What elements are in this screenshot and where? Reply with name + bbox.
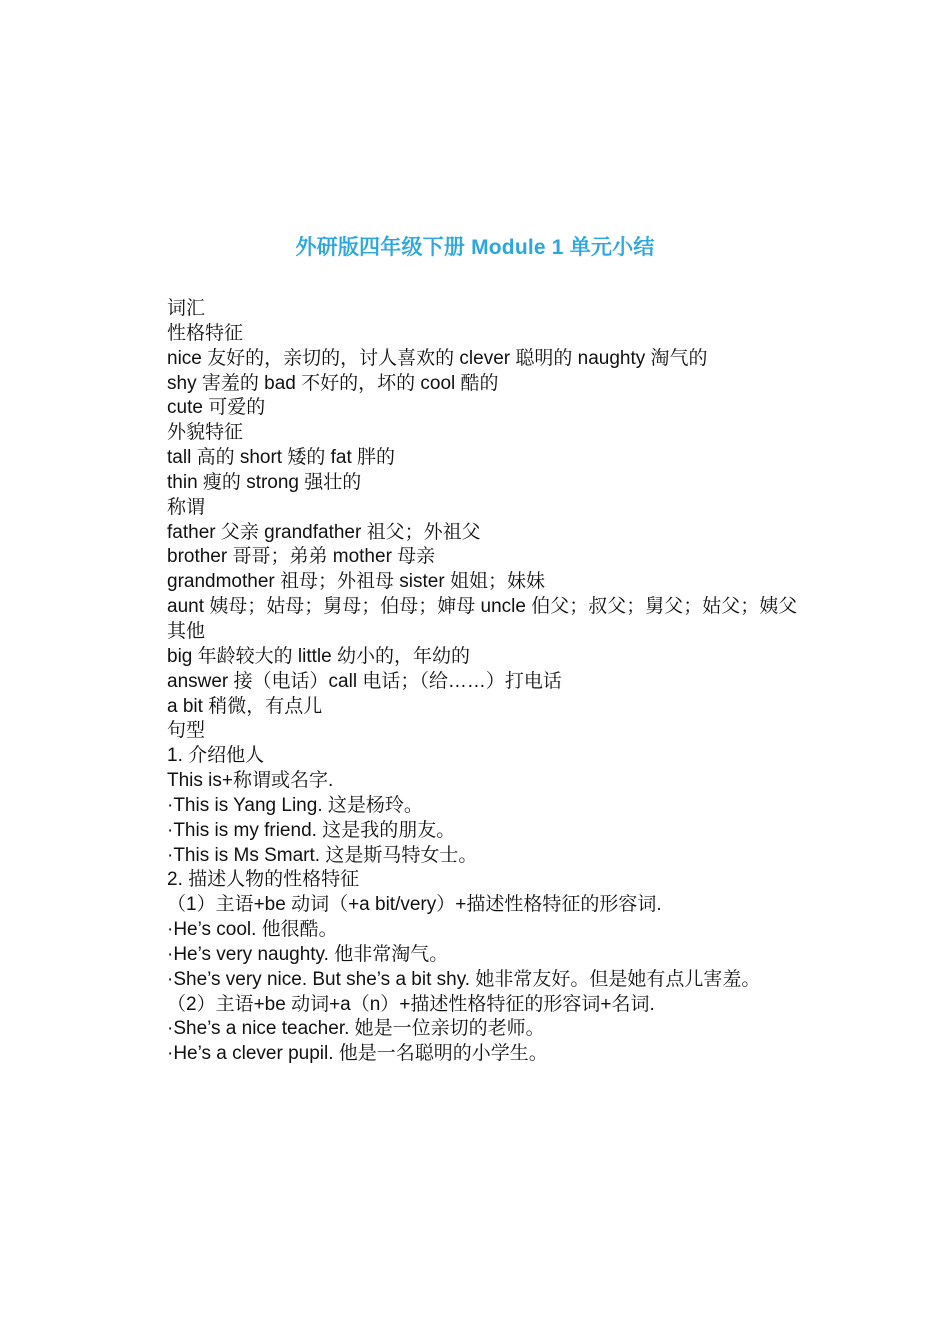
pattern-formula: This is+称谓或名字. <box>167 770 334 792</box>
vocab-line: grandmother 祖母；外祖母 sister 姐姐；妹妹 <box>167 571 545 593</box>
example-sentence: ·He’s very naughty. 他非常淘气。 <box>167 943 449 965</box>
subheading-titles: 称谓 <box>167 496 206 518</box>
vocab-line: big 年龄较大的 little 幼小的，年幼的 <box>167 645 470 667</box>
example-sentence: ·He’s a clever pupil. 他是一名聪明的小学生。 <box>167 1043 548 1065</box>
subheading-personality: 性格特征 <box>167 322 244 344</box>
vocab-line: nice 友好的，亲切的，讨人喜欢的 clever 聪明的 naughty 淘气的 <box>167 347 708 369</box>
pattern-heading: 1. 介绍他人 <box>167 745 265 767</box>
example-sentence: ·She’s a nice teacher. 她是一位亲切的老师。 <box>167 1018 545 1040</box>
example-sentence: ·She’s very nice. But she’s a bit shy. 她非常友好。但是她有点儿害羞。 <box>167 968 761 990</box>
vocab-line: cute 可爱的 <box>167 397 266 419</box>
heading-sentence-patterns: 句型 <box>167 720 206 742</box>
vocab-line: answer 接（电话）call 电话；（给……）打电话 <box>167 670 562 692</box>
example-sentence: ·This is Ms Smart. 这是斯马特女士。 <box>167 844 478 866</box>
document-title: 外研版四年级下册 Module 1 单元小结 <box>295 236 655 259</box>
subheading-others: 其他 <box>167 620 206 642</box>
pattern-heading: 2. 描述人物的性格特征 <box>167 869 360 891</box>
pattern-formula: （2）主语+be 动词+a（n）+描述性格特征的形容词+名词. <box>167 993 655 1015</box>
heading-vocabulary: 词汇 <box>167 298 206 319</box>
vocab-line: aunt 姨母；姑母；舅母；伯母；婶母 uncle 伯父；叔父；舅父；姑父；姨父 <box>167 596 798 618</box>
pattern-formula: （1）主语+be 动词（+a bit/very）+描述性格特征的形容词. <box>167 894 662 916</box>
vocab-line: father 父亲 grandfather 祖父；外祖父 <box>167 521 481 543</box>
vocab-line: tall 高的 short 矮的 fat 胖的 <box>167 447 396 469</box>
vocab-line: thin 瘦的 strong 强壮的 <box>167 471 362 493</box>
subheading-appearance: 外貌特征 <box>167 422 244 444</box>
example-sentence: ·He’s cool. 他很酷。 <box>167 919 338 941</box>
vocab-line: brother 哥哥；弟弟 mother 母亲 <box>167 546 436 568</box>
document-body <box>145 297 810 1067</box>
vocab-line: a bit 稍微，有点儿 <box>167 695 323 717</box>
example-sentence: ·This is my friend. 这是我的朋友。 <box>167 819 456 841</box>
vocab-line: shy 害羞的 bad 不好的，坏的 cool 酷的 <box>167 372 499 394</box>
example-sentence: ·This is Yang Ling. 这是杨玲。 <box>167 794 423 816</box>
